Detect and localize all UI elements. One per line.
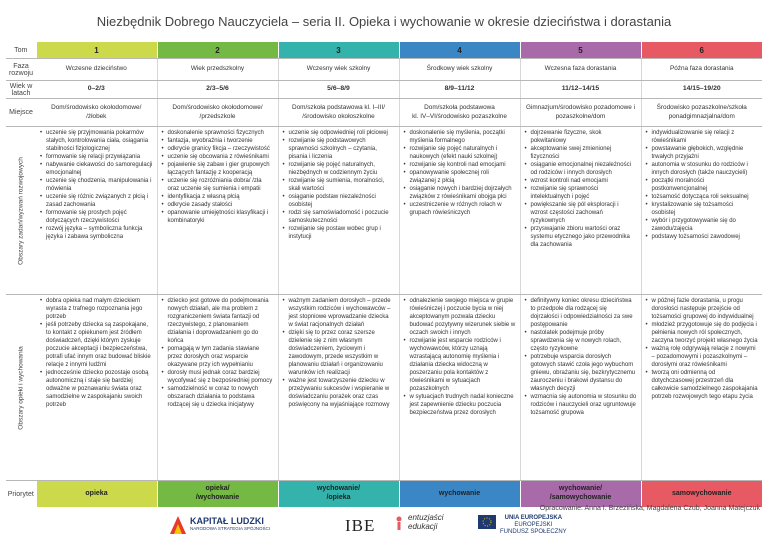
opieka-cell	[157, 295, 278, 481]
label-opieka: Obszary opieki i wychowania	[6, 295, 36, 481]
priorytet-cell	[157, 481, 278, 508]
list-item: • w sytuacjach trudnych nadal konieczne jest zapewnienie dziecku poczucia bezpieczeństwa przez dorosłych	[410, 394, 516, 418]
kapital-ludzki-logo: KAPITAŁ LUDZKI NARODOWA STRATEGIA SPÓJNOŚCI	[190, 516, 270, 531]
priorytet-cell	[399, 481, 520, 508]
opieka-list	[36, 295, 157, 413]
row-miejsce	[6, 99, 762, 127]
list-item: • autonomia w stosunku do rodziców i innych dorosłych (także nauczycieli)	[652, 162, 759, 178]
tom-cell: 6	[641, 42, 762, 59]
wiek-cell	[399, 81, 520, 99]
list-item: • krystalizowanie się tożsamości osobistej	[652, 202, 759, 218]
list-item: • indywidualizowanie się relacji z rówieśnikami	[652, 130, 759, 146]
miejsce-line: /środowisko okołoszkolne	[302, 112, 375, 120]
label-tom: Tom	[6, 42, 36, 59]
list-item: • pomagają w tym zadania stawiane przez dorosłych oraz wsparcie okazywane przy ich wypełnianiu	[168, 346, 274, 370]
faza-line: Wczesne dzieciństwo	[65, 65, 127, 73]
priorytet-line: opieka/	[205, 485, 230, 493]
list-item: • rozwijanie się sprawności intelektualnych i pojęć	[531, 186, 637, 202]
list-item: • wzrost kontroli nad emocjami	[531, 178, 637, 186]
zadania-list	[36, 127, 157, 245]
wiek-cell	[36, 81, 157, 99]
priorytet-line: wychowanie	[438, 489, 481, 497]
overview-table	[6, 42, 762, 507]
miejsce-line: /przedszkole	[199, 112, 236, 120]
list-item: • rozwijanie się pojęć naturalnych, niezbędnych w codziennym życiu	[289, 162, 395, 178]
row-zadania	[6, 127, 762, 295]
list-item: • dobra opieka nad małym dzieckiem wyrasta z trafnego rozpoznania jego potrzeb	[46, 298, 153, 322]
zadania-cell	[278, 127, 399, 295]
zadania-list	[642, 127, 763, 245]
entuzjasci-edukacji-logo: entuzjaści edukacji	[408, 514, 444, 532]
list-item: • rozwijanie się postaw wobec grup i instytucji	[289, 226, 395, 242]
list-item: • jeśli potrzeby dziecka są zaspokajane, to kontakt z opiekunem jest źródłem doświadczeń, dzięki którym zyskuje poczucie akceptacji i bezpieczeństwa, potrafi ufać innym oraz budować bliskie relacje z innymi ludźmi	[46, 322, 153, 370]
label-zadania: Obszary zadań/wyzwań rozwojowych	[6, 127, 36, 295]
priorytet-cell	[520, 481, 641, 508]
entuzjasci-icon	[394, 516, 404, 530]
faza-line: Środkowy wiek szkolny	[426, 65, 493, 73]
faza-cell	[36, 59, 157, 81]
list-item: • doskonalenie się myślenia, początki myślenia formalnego	[410, 130, 516, 146]
wiek-line: 0–2/3	[87, 85, 105, 93]
wiek-line: 2/3–5/6	[206, 85, 229, 93]
list-item: • pojawienie się zabaw i gier grupowych łączących fantazję z kooperacją	[168, 162, 274, 178]
label-miejsce: Miejsce	[6, 99, 36, 127]
priorytet-line: opieka	[85, 489, 108, 497]
list-item: • rozwijanie się podstawowych sprawności szkolnych – czytania, pisania i liczenia	[289, 138, 395, 162]
kapital-ludzki-icon	[170, 516, 186, 534]
list-item: • początki moralności postkonwencjonalnej	[652, 178, 759, 194]
list-item: • tworzą oni odmienną od dotychczasowej przestrzeń dla całkowicie samodzielnego zaspokajania potrzeb rozwojowych tego etapu życia	[652, 370, 759, 402]
priorytet-line: /wychowanie	[195, 494, 240, 501]
list-item: • przyswajanie zbioru wartości oraz systemu etycznego jako przewodnika dla zachowania	[531, 226, 637, 250]
list-item: • nabywanie ciekawości do samoregulacji emocjonalnej	[46, 162, 153, 178]
list-item: • uczestniczenie w różnych rolach w grupach rówieśniczych	[410, 202, 516, 218]
priorytet-cell	[278, 481, 399, 508]
label-priorytet: Priorytet	[7, 490, 34, 498]
tom-cell: 4	[399, 42, 520, 59]
list-item: • tożsamość dotycząca roli seksualnej	[652, 194, 759, 202]
opieka-list	[158, 295, 278, 413]
tom-cell: 2	[157, 42, 278, 59]
priorytet-line: /opieka	[326, 494, 351, 501]
tom-cell: 3	[278, 42, 399, 59]
miejsce-line: Dom/środowisko okołodomowe/	[51, 104, 142, 112]
faza-cell	[520, 59, 641, 81]
opieka-cell	[641, 295, 762, 481]
list-item: • uczenie się obcowania z rówieśnikami	[168, 154, 274, 162]
list-item: • formowanie się prostych pojęć dotyczących rzeczywistości	[46, 210, 153, 226]
list-item: • rozwijanie jest wsparcie rodziców i wychowawców, którzy uznają wzrastającą autonomię myślenia i działania dziecka widoczną w poszerzaniu pola kontaktów z rówieśnikami w sytuacjach pozaszkolnych	[410, 338, 516, 394]
zadania-list	[158, 127, 278, 229]
opieka-list	[279, 295, 399, 413]
miejsce-cell	[641, 99, 762, 127]
tom-cell: 1	[36, 42, 157, 59]
list-item: • fantazja, wyobraźnia i tworzenie	[168, 138, 274, 146]
miejsce-line: kl. IV–VI/środowisko pozaszkolne	[412, 112, 507, 120]
miejsce-line: Dom/środowisko okołodomowe/	[172, 104, 263, 112]
faza-line: Późna faza dorastania	[669, 65, 734, 73]
zadania-list	[400, 127, 520, 221]
wiek-line: 8/9–11/12	[444, 85, 475, 93]
list-item: • podstawy tożsamości zawodowej	[652, 234, 759, 242]
list-item: • w późnej fazie dorastania, u progu dorosłości następuje przejście od tożsamości grupowej do indywidualnej	[652, 298, 759, 322]
list-item: • osiąganie nowych i bardziej dojrzałych związków z rówieśnikami obojga płci	[410, 186, 516, 202]
label-wiek: Wiek w latach	[6, 81, 36, 99]
opieka-list	[521, 295, 641, 421]
list-item: • powiększanie się pól eksploracji i wzrost częstości zachowań ryzykownych	[531, 202, 637, 226]
miejsce-cell	[520, 99, 641, 127]
list-item: • odkrycie zasady stałości	[168, 202, 274, 210]
faza-cell	[157, 59, 278, 81]
row-faza	[6, 59, 762, 81]
zadania-cell	[399, 127, 520, 295]
miejsce-cell	[36, 99, 157, 127]
list-item: • opanowywanie społecznej roli związanej z płcią	[410, 170, 516, 186]
opieka-cell	[520, 295, 641, 481]
priorytet-line: wychowanie/	[316, 485, 361, 493]
row-priorytet	[6, 481, 762, 508]
row-opieka	[6, 295, 762, 481]
wiek-line: 14/15–19/20	[682, 85, 721, 93]
list-item: • dziecko jest gotowe do podejmowania nowych działań, ale ma problem z rozgraniczeniem świata fantazji od rzeczywistego, z planowaniem działania i doprowadzaniem go do końca	[168, 298, 274, 346]
priorytet-line: /samowychowanie	[549, 494, 612, 501]
miejsce-line: /żłobek	[86, 112, 107, 120]
list-item: • dorosły musi jednak coraz bardziej wycofywać się z bezpośredniej pomocy	[168, 370, 274, 386]
zadania-list	[279, 127, 399, 245]
miejsce-line: Środowisko pozaszkolne/szkoła ponadgimnazjalna/dom	[656, 104, 747, 120]
eu-flag-icon	[478, 515, 496, 529]
list-item: • dojrzewanie fizyczne, skok pokwitaniowy	[531, 130, 637, 146]
list-item: • doskonalenie sprawności fizycznych	[168, 130, 274, 138]
list-item: • ważne jest towarzyszenie dziecku w przeżywaniu sukcesów i wspieranie w doświadczaniu porażek oraz czas poświęcony na wyjaśniające rozmowy	[289, 378, 395, 410]
faza-cell	[641, 59, 762, 81]
list-item: • opanowanie umiejętności klasyfikacji i kombinatoryki	[168, 210, 274, 226]
opieka-cell	[36, 295, 157, 481]
miejsce-cell	[278, 99, 399, 127]
zadania-cell	[520, 127, 641, 295]
list-item: • ważną rolę odgrywają relacje z nowymi – pozadomowymi i pozaszkolnymi – dorosłymi oraz rówieśnikami	[652, 346, 759, 370]
list-item: • ważnym zadaniem dorosłych – przede wszystkim rodziców i wychowawców – jest stopniowe wprowadzanie dziecka w świat racjonalnych działań	[289, 298, 395, 330]
zadania-cell	[36, 127, 157, 295]
faza-line: Wiek przedszkolny	[190, 65, 245, 73]
list-item: • rozwijanie się kontroli nad emocjami	[410, 162, 516, 170]
faza-line: Wczesna faza dorastania	[544, 65, 617, 73]
priorytet-line: samowychowanie	[671, 489, 732, 497]
list-item: • jednocześnie dziecko pozostaje osobą autonomiczną i staje się bardziej odważne w poznawaniu świata oraz samodzielne w zaspokajaniu swoich potrzeb	[46, 370, 153, 410]
page-title: Niezbędnik Dobrego Nauczyciela – seria II. Opieka i wychowanie w okresie dzieciństwa i dorastania	[96, 14, 672, 29]
list-item: • rozwijanie się pojęć naturalnych i naukowych (efekt nauki szkolnej)	[410, 146, 516, 162]
opieka-cell	[399, 295, 520, 481]
credits: Opracowanie: Anna I. Brzezińska, Magdalena Czub, Joanna Matejczuk	[539, 505, 760, 512]
row-wiek	[6, 81, 762, 99]
list-item: • uczenie się odpowiedniej roli płciowej	[289, 130, 395, 138]
list-item: • osiąganie podstaw niezależności osobistej	[289, 194, 395, 210]
opieka-list	[642, 295, 763, 405]
list-item: • uczenie się różnic związanych z płcią i zasad zachowania	[46, 194, 153, 210]
row-tom	[6, 42, 762, 59]
priorytet-line: wychowanie/	[558, 485, 603, 493]
miejsce-line: Gimnazjum/środowisko pozadomowe i pozaszkolne/dom	[525, 104, 636, 120]
tom-cell: 5	[520, 42, 641, 59]
faza-cell	[399, 59, 520, 81]
list-item: • nastolatek podejmuje próby sprawdzenia się w nowych rolach, często ryzykowne	[531, 330, 637, 354]
label-faza: Faza rozwoju	[6, 59, 36, 81]
list-item: • uczenie się chodzenia, manipulowania i mówienia	[46, 178, 153, 194]
list-item: • dzięki się to przez coraz szersze dzielenie się z nim własnym doświadczeniem, życiowym i zawodowym, przede wszystkim w planowaniu działań i organizowaniu warunków ich realizacji	[289, 330, 395, 378]
opieka-list	[400, 295, 520, 421]
list-item: • uczenie się rozróżniania dobra/ /zła oraz uczenie się sumienia i empatii	[168, 178, 274, 194]
list-item: • formowanie się relacji przywiązania	[46, 154, 153, 162]
list-item: • rozwój języka – symboliczna funkcja języka i zabawa symboliczna	[46, 226, 153, 242]
zadania-cell	[641, 127, 762, 295]
list-item: • odkrycie granicy fikcja – rzeczywistość	[168, 146, 274, 154]
list-item: • rodzi się samoświadomość i poczucie samoskuteczności	[289, 210, 395, 226]
list-item: • osiąganie emocjonalnej niezależności od rodziców i innych dorosłych	[531, 162, 637, 178]
list-item: • identyfikacja z własną płcią	[168, 194, 274, 202]
wiek-cell	[278, 81, 399, 99]
faza-line: Wczesny wiek szkolny	[306, 65, 371, 73]
list-item: • wzmacnia się autonomia w stosunku do rodziców i nauczycieli oraz ugruntowuje tożsamość grupowa	[531, 394, 637, 418]
wiek-cell	[520, 81, 641, 99]
ibe-logo: IBE	[345, 516, 376, 535]
wiek-cell	[157, 81, 278, 99]
unia-europejska-logo: UNIA EUROPEJSKA EUROPEJSKI FUNDUSZ SPOŁECZNY	[500, 515, 567, 536]
faza-cell	[278, 59, 399, 81]
list-item: • potrzebuje wsparcia dorosłych gotowych stawić czoła jego wybuchom gniewu, obrażaniu się, bezkrytycznemu zauroczeniu i brakowi dystansu do własnych decyzji	[531, 354, 637, 394]
list-item: • akceptowanie swej zmienionej fizyczności	[531, 146, 637, 162]
list-item: • młodzież przygotowuje się do podjęcia i pełnienia nowych ról społecznych, zaczyna tworzyć projekt własnego życia	[652, 322, 759, 346]
wiek-cell	[641, 81, 762, 99]
miejsce-line: Dom/szkoła podstawowa	[424, 104, 495, 112]
list-item: • wybór i przygotowywanie się do zawodu/zajęcia	[652, 218, 759, 234]
miejsce-cell	[157, 99, 278, 127]
list-item: • uczenie się przyjmowania pokarmów stałych, kontrolowania ciała, osiągania stabilności fizjologicznej	[46, 130, 153, 154]
opieka-cell	[278, 295, 399, 481]
wiek-line: 5/6–8/9	[327, 85, 350, 93]
zadania-list	[521, 127, 641, 253]
priorytet-cell	[641, 481, 762, 508]
list-item: • rozwijanie się sumienia, moralności, skali wartości	[289, 178, 395, 194]
miejsce-cell	[399, 99, 520, 127]
logo-strip	[0, 512, 768, 540]
list-item: • powstawanie głębokich, względnie trwałych przyjaźni	[652, 146, 759, 162]
list-item: • odnalezienie swojego miejsca w grupie rówieśniczej i poczucie bycia w niej akceptowanym pozwala dziecku budować pozytywny wizerunek siebie w oczach swoich i innych	[410, 298, 516, 338]
wiek-line: 11/12–14/15	[561, 85, 600, 93]
miejsce-line: Dom/szkoła podstawowa kl. I–III/	[291, 104, 386, 112]
zadania-cell	[157, 127, 278, 295]
list-item: • definitywny koniec okresu dzieciństwa to przedpole dla rodzącej się dojrzałości i odpowiedzialności za swe postępowanie	[531, 298, 637, 330]
list-item: • samodzielność w coraz to nowych obszarach działania to podstawa rodzącej się u dziecka inicjatywy	[168, 386, 274, 410]
priorytet-cell	[36, 481, 157, 508]
